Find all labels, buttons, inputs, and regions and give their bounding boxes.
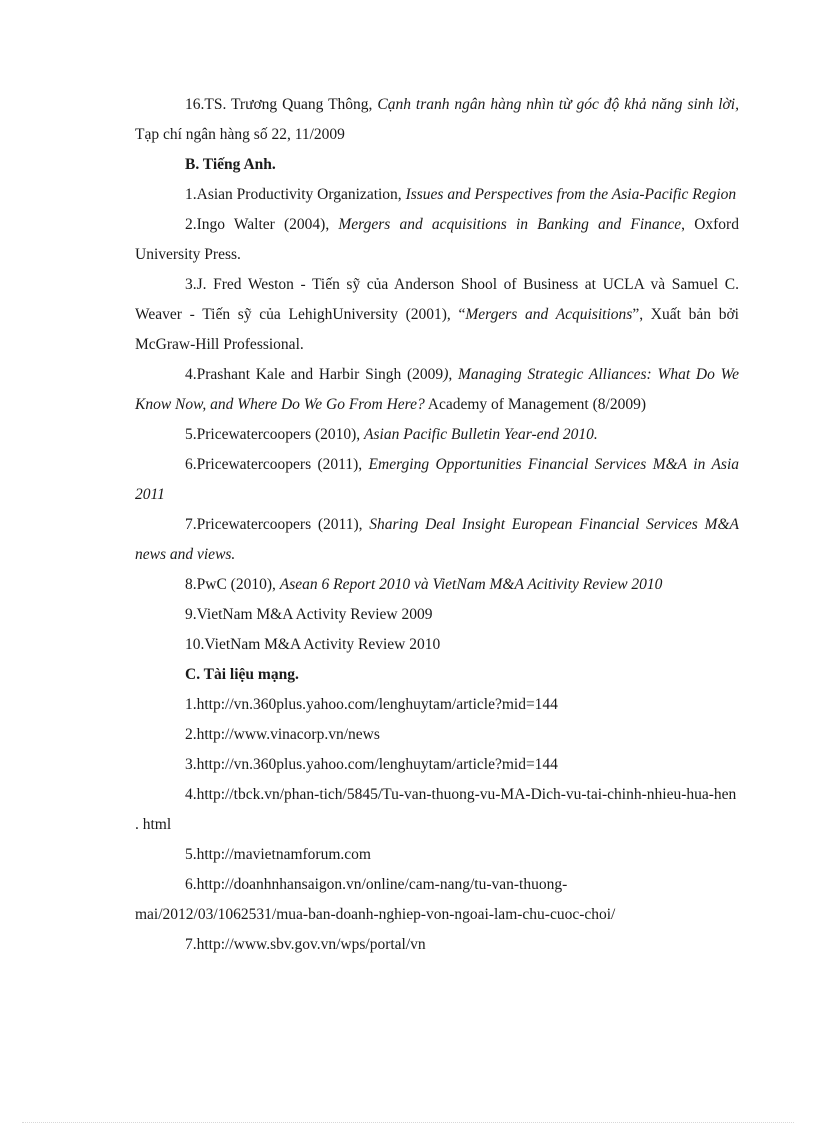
reference-entry: 4.Prashant Kale and Harbir Singh (2009), Managing Strategic Alliances: What Do We Know Now, and Where Do We Go From Here? Academy of Management (8/2009) [135, 366, 739, 413]
reference-entry: 16.TS. Trương Quang Thông, Cạnh tranh ngân hàng nhìn từ góc độ khả năng sinh lời, Tạp chí ngân hàng số 22, 11/2009 [135, 96, 739, 143]
web-reference: 7.http://www.sbv.gov.vn/wps/portal/vn [185, 936, 426, 953]
web-reference: 3.http://vn.360plus.yahoo.com/lenghuytam/article?mid=144 [185, 756, 558, 773]
web-reference: 2.http://www.vinacorp.vn/news [185, 726, 380, 743]
reference-entry: 2.Ingo Walter (2004), Mergers and acquisitions in Banking and Finance, Oxford University Press. [135, 216, 739, 263]
section-heading-web: C. Tài liệu mạng. [185, 666, 299, 683]
web-reference: 5.http://mavietnamforum.com [185, 846, 371, 863]
web-reference: 1.http://vn.360plus.yahoo.com/lenghuytam/article?mid=144 [185, 696, 558, 713]
section-heading-english: B. Tiếng Anh. [185, 156, 276, 173]
reference-entry: 3.J. Fred Weston - Tiến sỹ của Anderson Shool of Business at UCLA và Samuel C. Weaver - Tiến sỹ của LehighUniversity (2001), “Mergers and Acquisitions”, Xuất bản bởi McGraw-Hill Professional. [135, 276, 739, 353]
reference-entry: 10.VietNam M&A Activity Review 2010 [185, 636, 441, 653]
web-reference: 6.http://doanhnhansaigon.vn/online/cam-nang/tu-van-thuong-mai/2012/03/1062531/mua-ban-doanh-nghiep-von-ngoai-lam-chu-cuoc-choi/ [135, 876, 616, 923]
reference-entry: 7.Pricewatercoopers (2011), Sharing Deal Insight European Financial Services M&A news and views. [135, 516, 739, 563]
reference-entry: 8.PwC (2010), Asean 6 Report 2010 và VietNam M&A Acitivity Review 2010 [185, 576, 663, 593]
reference-entry: 1.Asian Productivity Organization, Issues and Perspectives from the Asia-Pacific Region [185, 186, 737, 203]
reference-entry: 6.Pricewatercoopers (2011), Emerging Opportunities Financial Services M&A in Asia 2011 [135, 456, 739, 503]
reference-entry: 9.VietNam M&A Activity Review 2009 [185, 606, 433, 623]
reference-entry: 5.Pricewatercoopers (2010), Asian Pacific Bulletin Year-end 2010. [185, 426, 598, 443]
reference-page [135, 90, 739, 960]
web-reference: 4.http://tbck.vn/phan-tich/5845/Tu-van-thuong-vu-MA-Dich-vu-tai-chinh-nhieu-hua-hen . html [135, 786, 737, 833]
